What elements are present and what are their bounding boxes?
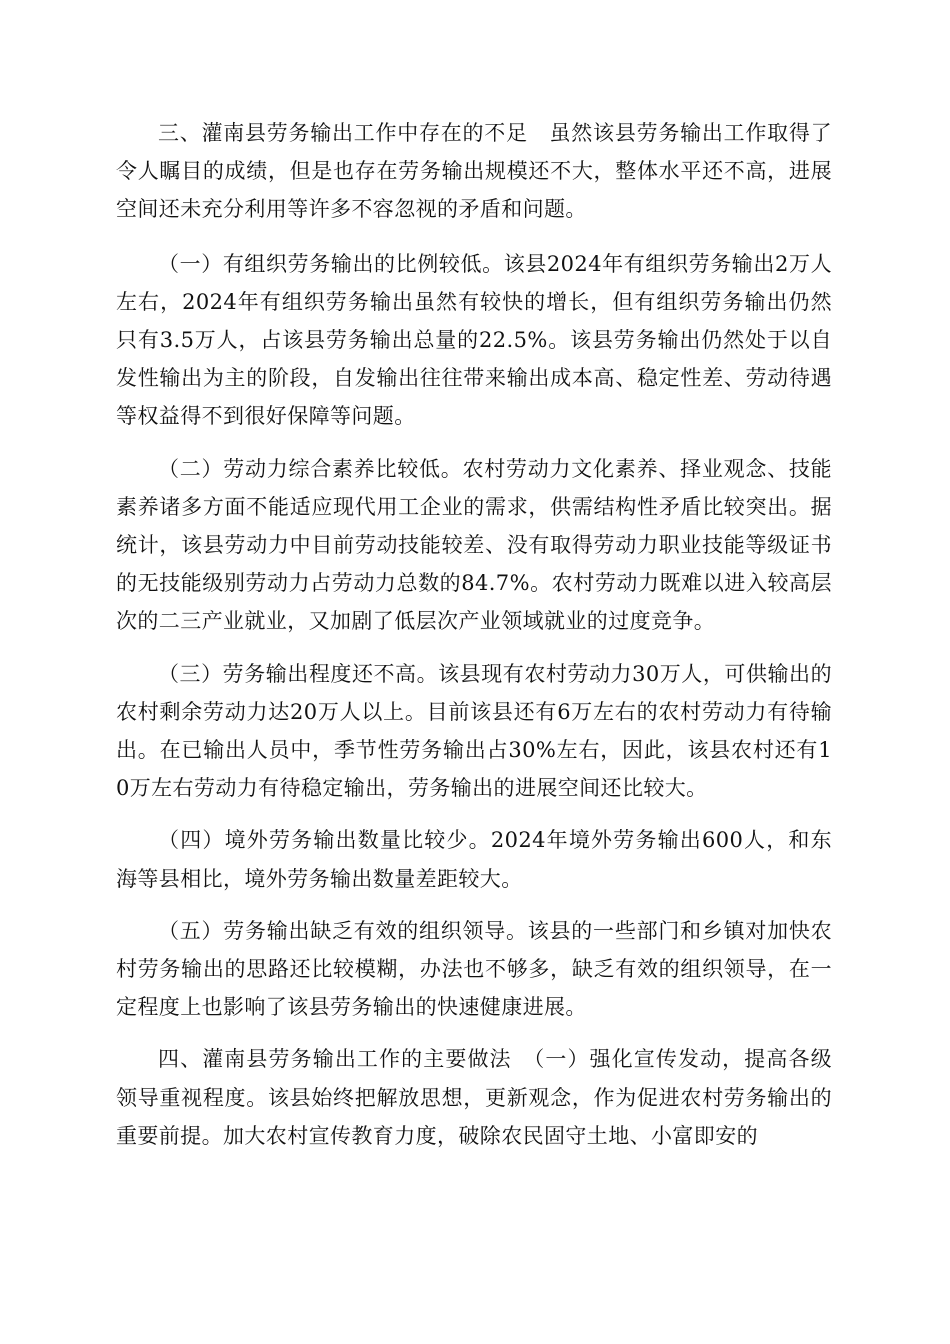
paragraph-section-3-heading: 三、灌南县劳务输出工作中存在的不足 虽然该县劳务输出工作取得了令人瞩目的成绩，但是也存在劳务输出规模还不大，整体水平还不高，进展空间还未充分利用等许多不容忽视的矛盾和问题。 — [116, 121, 832, 222]
paragraph-point-5: （五）劳务输出缺乏有效的组织领导。该县的一些部门和乡镇对加快农村劳务输出的思路还比较模糊，办法也不够多，缺乏有效的组织领导，在一定程度上也影响了该县劳务输出的快速健康进展。 — [116, 918, 832, 1020]
paragraph-point-4: （四）境外劳务输出数量比较少。2024年境外劳务输出600人，和东海等县相比，境外劳务输出数量差距较大。 — [116, 828, 832, 891]
paragraph-point-3: （三）劳务输出程度还不高。该县现有农村劳动力30万人，可供输出的农村剩余劳动力达20万人以上。目前该县还有6万左右的农村劳动力有待输出。在已输出人员中，季节性劳务输出占30%左右，因此，该县农村还有10万左右劳动力有待稳定输出，劳务输出的进展空间还比较大。 — [116, 661, 832, 801]
paragraph-point-1: （一）有组织劳务输出的比例较低。该县2024年有组织劳务输出2万人左右，2024年有组织劳务输出虽然有较快的增长，但有组织劳务输出仍然只有3.5万人，占该县劳务输出总量的22.5%。该县劳务输出仍然处于以自发性输出为主的阶段，自发输出往往带来输出成本高、稳定性差、劳动待遇等权益得不到很好保障等问题。 — [116, 251, 832, 429]
paragraph-section-4-heading: 四、灌南县劳务输出工作的主要做法 （一）强化宣传发动，提高各级领导重视程度。该县始终把解放思想，更新观念，作为促进农村劳务输出的重要前提。加大农村宣传教育力度，破除农民固守土地、小富即安的 — [116, 1047, 832, 1148]
paragraph-point-2: （二）劳动力综合素养比较低。农村劳动力文化素养、择业观念、技能素养诸多方面不能适应现代用工企业的需求，供需结构性矛盾比较突出。据统计，该县劳动力中目前劳动技能较差、没有取得劳动力职业技能等级证书的无技能级别劳动力占劳动力总数的84.7%。农村劳动力既难以进入较高层次的二三产业就业，又加剧了低层次产业领域就业的过度竞争。 — [116, 456, 832, 634]
